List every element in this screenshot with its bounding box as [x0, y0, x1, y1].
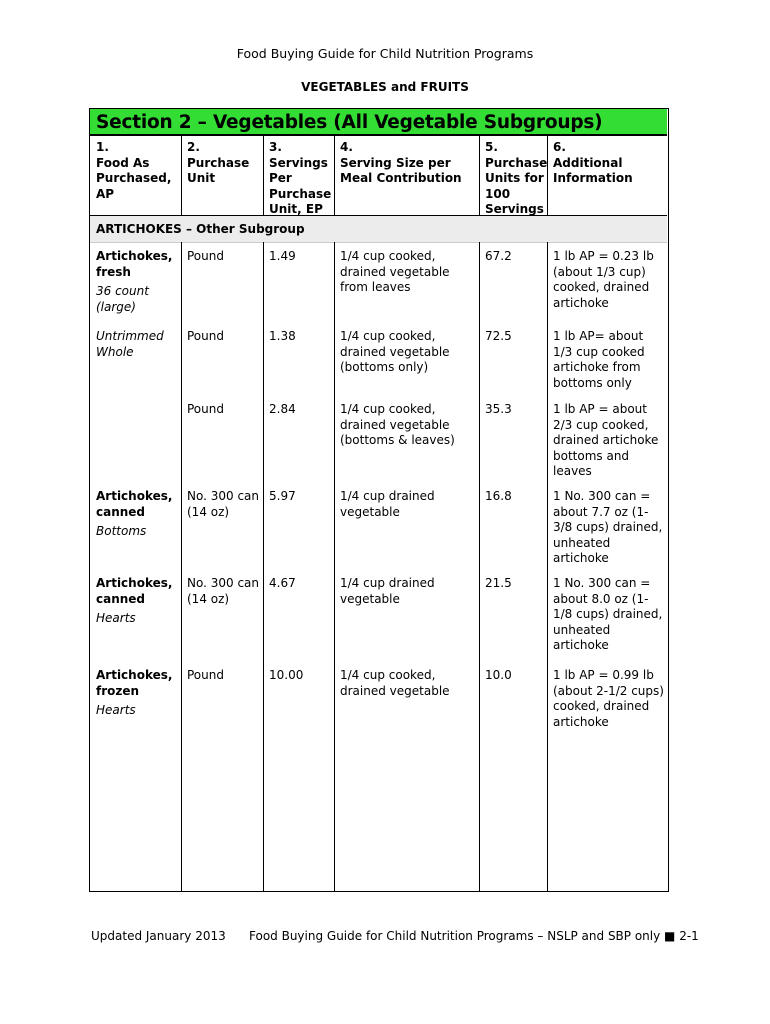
column-divider [263, 136, 264, 215]
column-header-3: 3. [269, 140, 282, 154]
additional-info: artichoke [553, 714, 609, 729]
food-as-purchased: canned [96, 504, 146, 519]
serving-size: (bottoms & leaves) [340, 433, 455, 447]
serving-size: 1/4 cup cooked, [340, 329, 436, 343]
serving-size: drained vegetable [340, 683, 450, 698]
additional-info: 1 lb AP = 0.99 lb [553, 668, 654, 682]
servings-per-unit: 2.84 [269, 402, 296, 416]
serving-size: vegetable [340, 591, 400, 606]
purchase-unit: No. 300 can [187, 576, 260, 590]
food-buying-table [89, 108, 669, 892]
food-as-purchased: Bottoms [96, 524, 147, 538]
additional-info: leaves [553, 464, 592, 478]
footer-updated: Updated January 2013 [91, 929, 226, 943]
additional-info: (about 2-1/2 cups) [553, 683, 664, 698]
group-label: ARTICHOKES – Other Subgroup [96, 222, 305, 236]
column-header-3: Purchase [269, 186, 332, 201]
serving-size: 1/4 cup cooked, [340, 668, 436, 682]
additional-info: 1 No. 300 can = [553, 489, 651, 503]
group-band-divider [90, 242, 667, 243]
additional-info: 1 No. 300 can = [553, 576, 651, 590]
column-header-1: AP [96, 186, 115, 201]
additional-info: about 7.7 oz (1- [553, 504, 649, 519]
food-as-purchased: Whole [96, 344, 134, 359]
column-divider [479, 242, 480, 891]
column-header-6: Information [553, 171, 633, 185]
additional-info: 1/8 cups) drained, [553, 607, 663, 621]
column-header-1: Purchased, [96, 171, 172, 185]
document-subtitle: VEGETABLES and FRUITS [301, 80, 469, 94]
column-divider [547, 242, 548, 891]
column-header-3: Servings [269, 155, 328, 170]
serving-size: drained vegetable [340, 344, 450, 359]
column-header-4: 4. [340, 140, 353, 154]
column-header-2: Unit [187, 171, 216, 185]
footer-page-info: Food Buying Guide for Child Nutrition Programs – NSLP and SBP only ■ 2-1 [249, 929, 699, 943]
document-title: Food Buying Guide for Child Nutrition Programs [236, 46, 534, 61]
food-as-purchased: fresh [96, 264, 131, 279]
additional-info: bottoms only [553, 375, 632, 390]
additional-info: 2/3 cup cooked, [553, 417, 649, 432]
serving-size: 1/4 cup cooked, [340, 249, 436, 263]
food-as-purchased: Artichokes, [96, 576, 173, 590]
column-header-2: 2. [187, 140, 200, 154]
serving-size: 1/4 cup drained [340, 576, 435, 590]
serving-size: 1/4 cup cooked, [340, 402, 436, 416]
purchase-unit: (14 oz) [187, 591, 230, 606]
food-as-purchased: frozen [96, 683, 140, 698]
food-as-purchased: (large) [96, 299, 136, 314]
column-header-5: 100 [485, 186, 511, 201]
servings-per-unit: 5.97 [269, 489, 296, 503]
section-title: Section 2 – Vegetables (All Vegetable Subgroups) [90, 109, 667, 136]
food-as-purchased: 36 count [96, 284, 149, 298]
additional-info: unheated [553, 535, 611, 550]
column-header-4: Serving Size per [340, 155, 451, 170]
additional-info: about 8.0 oz (1- [553, 591, 649, 606]
purchase-unit: No. 300 can [187, 489, 260, 503]
column-header-3: Unit, EP [269, 202, 323, 216]
column-header-4: Meal Contribution [340, 171, 462, 185]
serving-size: (bottoms only) [340, 360, 429, 374]
column-header-5: Purchase [485, 155, 548, 170]
food-as-purchased: Hearts [96, 703, 136, 717]
purchase-unit: Pound [187, 668, 224, 682]
column-header-6: Additional [553, 155, 623, 170]
units-for-100-servings: 10.0 [485, 668, 512, 682]
additional-info: cooked, drained [553, 699, 650, 713]
serving-size: 1/4 cup drained [340, 489, 435, 503]
food-as-purchased: Untrimmed [96, 329, 164, 343]
column-divider [181, 136, 182, 215]
food-as-purchased: Artichokes, [96, 249, 173, 263]
additional-info: artichoke [553, 551, 609, 565]
units-for-100-servings: 67.2 [485, 249, 512, 263]
purchase-unit: (14 oz) [187, 504, 230, 519]
column-header-5: Units for [485, 171, 544, 185]
additional-info: (about 1/3 cup) [553, 264, 646, 279]
additional-info: 1 lb AP = about [553, 402, 647, 416]
purchase-unit: Pound [187, 249, 224, 263]
additional-info: 1/3 cup cooked [553, 344, 645, 359]
additional-info: 1 lb AP = 0.23 lb [553, 249, 654, 263]
food-as-purchased: canned [96, 591, 146, 606]
column-header-3: Per [269, 171, 292, 185]
column-divider [181, 242, 182, 891]
column-header-5: 5. [485, 140, 498, 154]
serving-size: drained vegetable [340, 417, 450, 432]
units-for-100-servings: 72.5 [485, 329, 512, 343]
units-for-100-servings: 16.8 [485, 489, 512, 503]
food-as-purchased: Hearts [96, 611, 136, 625]
additional-info: bottoms and [553, 448, 630, 463]
column-divider [479, 136, 480, 215]
column-header-6: 6. [553, 140, 566, 154]
servings-per-unit: 4.67 [269, 576, 296, 590]
food-as-purchased: Artichokes, [96, 668, 173, 682]
column-divider [334, 136, 335, 215]
units-for-100-servings: 35.3 [485, 402, 512, 416]
servings-per-unit: 10.00 [269, 668, 304, 682]
serving-size: drained vegetable [340, 264, 450, 279]
column-header-2: Purchase [187, 155, 250, 170]
additional-info: artichoke from [553, 360, 641, 374]
additional-info: 1 lb AP= about [553, 329, 644, 343]
purchase-unit: Pound [187, 402, 224, 416]
column-header-5: Servings [485, 202, 544, 216]
additional-info: artichoke [553, 638, 609, 652]
column-header-1: 1. [96, 140, 109, 154]
column-divider [263, 242, 264, 891]
additional-info: drained artichoke [553, 433, 659, 447]
units-for-100-servings: 21.5 [485, 576, 512, 590]
servings-per-unit: 1.38 [269, 329, 296, 343]
additional-info: artichoke [553, 295, 609, 310]
column-header-1: Food As [96, 155, 150, 170]
serving-size: from leaves [340, 280, 411, 294]
additional-info: 3/8 cups) drained, [553, 520, 663, 534]
servings-per-unit: 1.49 [269, 249, 296, 263]
food-as-purchased: Artichokes, [96, 489, 173, 503]
serving-size: vegetable [340, 504, 400, 519]
column-divider [334, 242, 335, 891]
additional-info: cooked, drained [553, 280, 650, 294]
purchase-unit: Pound [187, 329, 224, 343]
column-divider [547, 136, 548, 215]
additional-info: unheated [553, 622, 611, 637]
